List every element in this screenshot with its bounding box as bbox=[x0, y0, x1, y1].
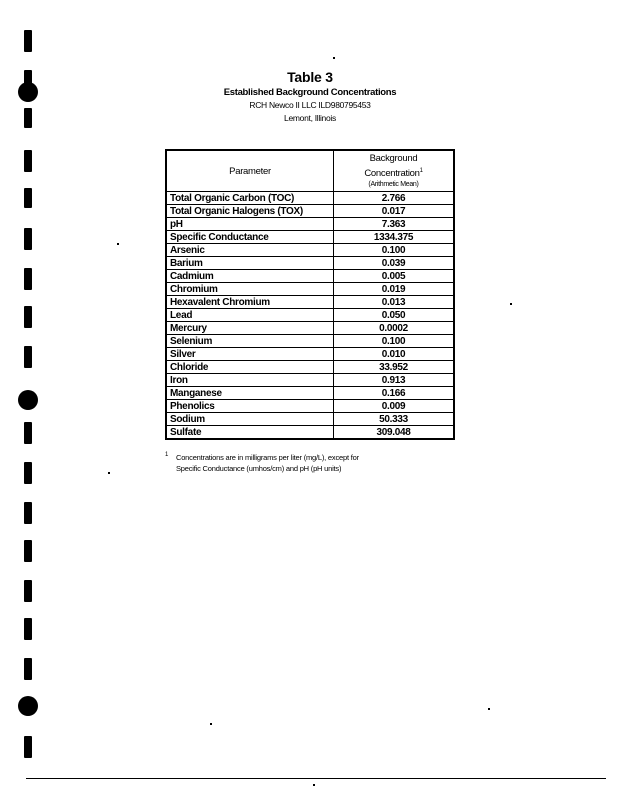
concentration-cell: 33.952 bbox=[334, 361, 455, 374]
concentration-cell: 309.048 bbox=[334, 426, 455, 440]
scan-speck bbox=[488, 708, 490, 710]
concentration-cell: 0.039 bbox=[334, 257, 455, 270]
parameter-cell: Arsenic bbox=[166, 244, 334, 257]
parameter-cell: Selenium bbox=[166, 335, 334, 348]
table-row bbox=[166, 192, 454, 205]
footnote-line2: Specific Conductance (umhos/cm) and pH (pH units) bbox=[176, 464, 342, 473]
table-row bbox=[166, 205, 454, 218]
binder-mark bbox=[24, 580, 32, 602]
parameter-cell: Hexavalent Chromium bbox=[166, 296, 334, 309]
parameter-cell: Sulfate bbox=[166, 426, 334, 440]
parameter-cell: Phenolics bbox=[166, 400, 334, 413]
table-row bbox=[166, 296, 454, 309]
concentration-cell: 0.0002 bbox=[334, 322, 455, 335]
parameter-cell: Mercury bbox=[166, 322, 334, 335]
parameter-cell: Total Organic Carbon (TOC) bbox=[166, 192, 334, 205]
parameter-cell: Iron bbox=[166, 374, 334, 387]
concentration-header-line2: Concentration bbox=[364, 168, 420, 180]
concentration-cell: 0.913 bbox=[334, 374, 455, 387]
binder-mark bbox=[24, 268, 32, 290]
binder-mark bbox=[24, 30, 32, 52]
concentration-cell: 0.005 bbox=[334, 270, 455, 283]
table-row bbox=[166, 400, 454, 413]
binder-mark bbox=[24, 228, 32, 250]
concentration-cell: 0.166 bbox=[334, 387, 455, 400]
binder-mark bbox=[24, 540, 32, 562]
table-header bbox=[160, 69, 460, 125]
table-row bbox=[166, 283, 454, 296]
binder-mark bbox=[24, 108, 32, 128]
footnote bbox=[165, 452, 455, 474]
parameter-cell: Sodium bbox=[166, 413, 334, 426]
concentration-cell: 7.363 bbox=[334, 218, 455, 231]
background-concentrations-table bbox=[165, 149, 455, 440]
parameter-cell: pH bbox=[166, 218, 334, 231]
punch-hole bbox=[18, 696, 38, 716]
binder-mark bbox=[24, 188, 32, 208]
table-header-row bbox=[166, 150, 454, 192]
concentration-cell: 1334.375 bbox=[334, 231, 455, 244]
table-row bbox=[166, 374, 454, 387]
column-header-parameter: Parameter bbox=[166, 150, 334, 192]
concentration-cell: 0.017 bbox=[334, 205, 455, 218]
table-row bbox=[166, 426, 454, 440]
binder-mark bbox=[24, 422, 32, 444]
table-row bbox=[166, 257, 454, 270]
scan-speck bbox=[510, 303, 512, 305]
table-row bbox=[166, 309, 454, 322]
concentration-cell: 2.766 bbox=[334, 192, 455, 205]
table-row bbox=[166, 413, 454, 426]
concentration-cell: 0.050 bbox=[334, 309, 455, 322]
parameter-cell: Specific Conductance bbox=[166, 231, 334, 244]
table-row bbox=[166, 335, 454, 348]
footnote-line1: Concentrations are in milligrams per liter (mg/L), except for bbox=[176, 453, 359, 462]
binder-mark bbox=[24, 658, 32, 680]
binder-mark bbox=[24, 618, 32, 640]
parameter-cell: Total Organic Halogens (TOX) bbox=[166, 205, 334, 218]
parameter-cell: Barium bbox=[166, 257, 334, 270]
parameter-cell: Cadmium bbox=[166, 270, 334, 283]
scan-speck bbox=[117, 243, 119, 245]
parameter-cell: Manganese bbox=[166, 387, 334, 400]
table-body bbox=[166, 192, 454, 440]
table-row bbox=[166, 218, 454, 231]
parameter-cell: Chromium bbox=[166, 283, 334, 296]
table-subtitle: Established Background Concentrations bbox=[223, 87, 397, 98]
parameter-cell: Silver bbox=[166, 348, 334, 361]
table-row bbox=[166, 387, 454, 400]
concentration-cell: 0.009 bbox=[334, 400, 455, 413]
punch-hole bbox=[18, 390, 38, 410]
concentration-header-line1: Background bbox=[369, 152, 418, 164]
facility-location: Lemont, Illinois bbox=[284, 113, 336, 123]
table-title: Table 3 bbox=[287, 69, 333, 85]
table-row bbox=[166, 361, 454, 374]
concentration-header-line3: (Arithmetic Mean) bbox=[368, 181, 419, 189]
footnote-reference: 1 bbox=[419, 167, 423, 174]
binder-mark bbox=[24, 150, 32, 172]
concentration-cell: 0.013 bbox=[334, 296, 455, 309]
facility-name: RCH Newco II LLC ILD980795453 bbox=[249, 100, 371, 110]
scan-speck bbox=[333, 57, 335, 59]
binder-strip bbox=[0, 0, 44, 800]
binder-mark bbox=[24, 346, 32, 368]
table-row bbox=[166, 244, 454, 257]
concentration-cell: 0.010 bbox=[334, 348, 455, 361]
column-header-concentration bbox=[334, 150, 455, 192]
binder-mark bbox=[24, 502, 32, 524]
table-row bbox=[166, 231, 454, 244]
table-row bbox=[166, 348, 454, 361]
scan-speck bbox=[210, 723, 212, 725]
concentration-cell: 0.100 bbox=[334, 335, 455, 348]
concentration-cell: 50.333 bbox=[334, 413, 455, 426]
punch-hole bbox=[18, 82, 38, 102]
footnote-mark: 1 bbox=[165, 452, 169, 458]
scan-speck bbox=[313, 784, 315, 786]
table-row bbox=[166, 270, 454, 283]
binder-mark bbox=[24, 736, 32, 758]
table-row bbox=[166, 322, 454, 335]
binder-mark bbox=[24, 462, 32, 484]
bottom-rule bbox=[26, 778, 606, 779]
concentration-cell: 0.019 bbox=[334, 283, 455, 296]
concentration-cell: 0.100 bbox=[334, 244, 455, 257]
parameter-cell: Lead bbox=[166, 309, 334, 322]
scan-speck bbox=[108, 472, 110, 474]
parameter-cell: Chloride bbox=[166, 361, 334, 374]
binder-mark bbox=[24, 306, 32, 328]
